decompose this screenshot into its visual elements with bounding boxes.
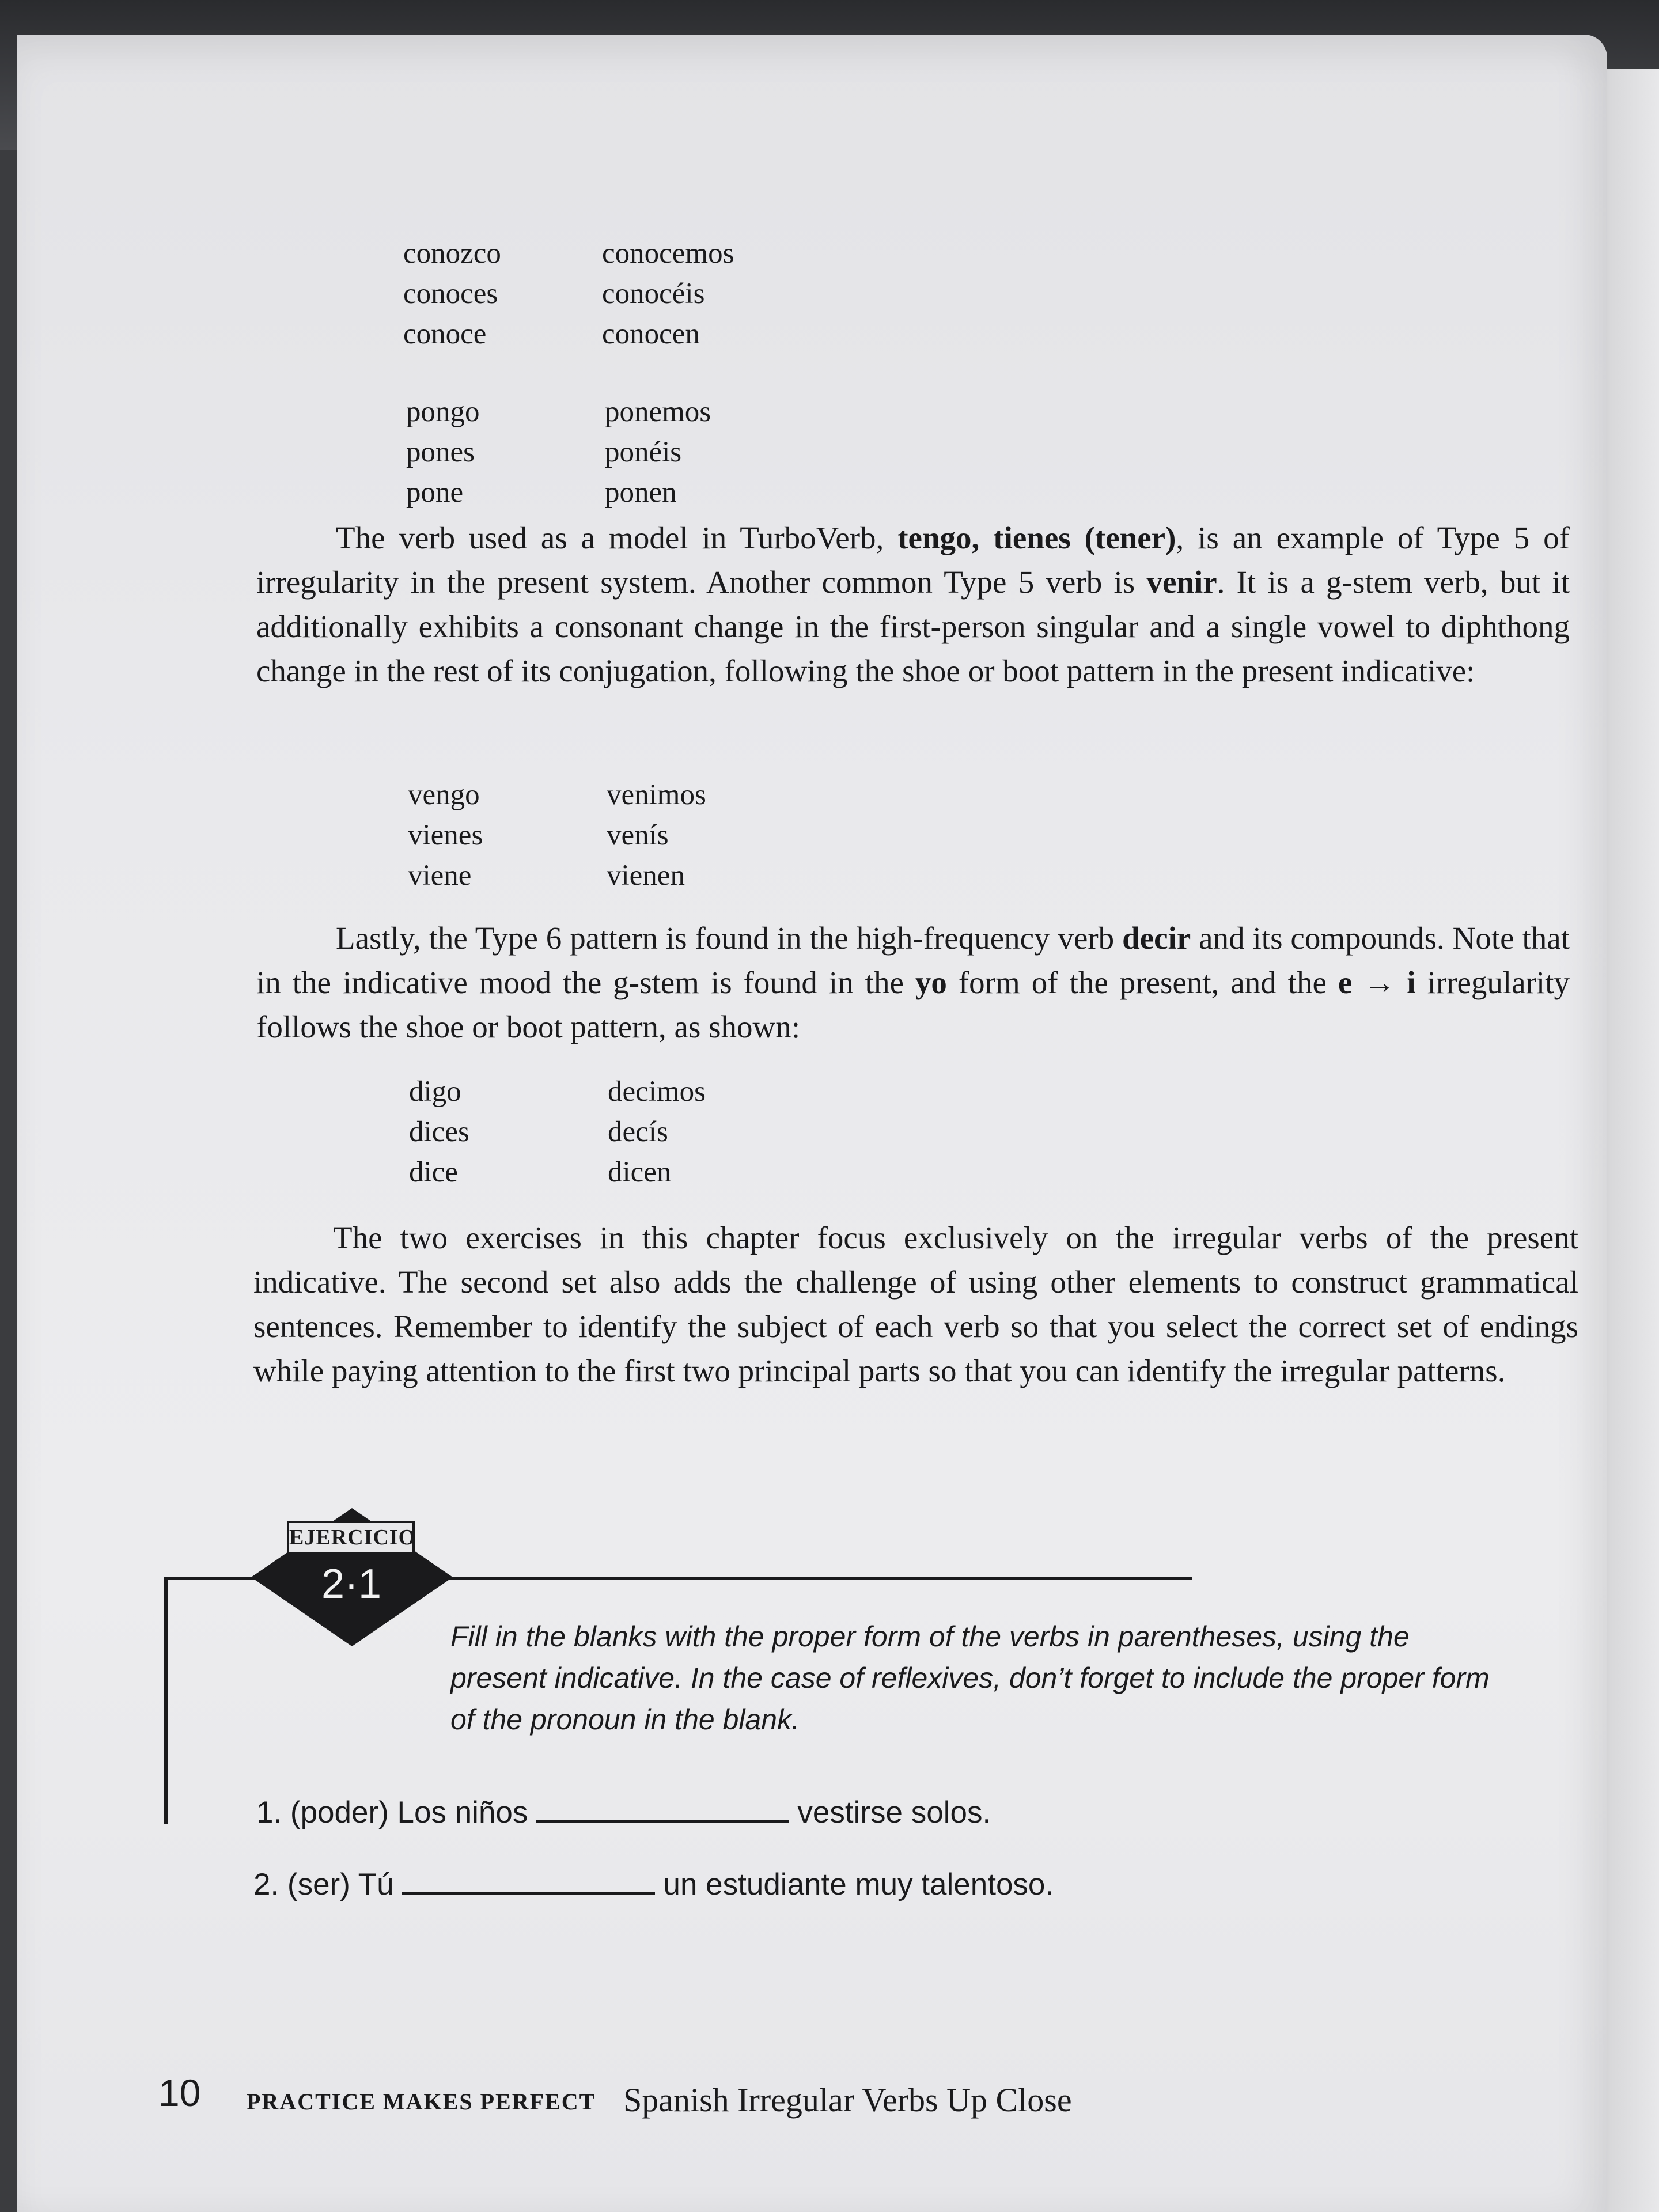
conjugation-row (403, 233, 734, 274)
conjugation-row (409, 1112, 706, 1152)
conjugation-row (408, 815, 706, 855)
series-title: PRACTICE MAKES PERFECT (247, 2089, 596, 2115)
singular-form: dice (409, 1156, 458, 1188)
bold-term: venir (1146, 565, 1217, 600)
conjugation-row (403, 274, 734, 314)
singular-form: conoces (403, 278, 498, 310)
paragraph-type6 (256, 916, 1570, 1049)
exercise-left-rule (164, 1577, 168, 1824)
text-run: form of the present, and the (946, 965, 1338, 1000)
singular-form: vengo (408, 779, 480, 811)
plural-form: ponemos (605, 396, 711, 428)
paragraph-exercises-intro (253, 1215, 1578, 1393)
text-run: and its compounds. Note that in the indicative mood the g-stem is found in the (256, 921, 1570, 1000)
text-run: The verb used as a model in TurboVerb, (336, 520, 898, 555)
singular-form: viene (408, 859, 472, 892)
bold-term: e → i (1338, 965, 1416, 1000)
conjugation-table-conocer (403, 233, 734, 354)
book-title: Spanish Irregular Verbs Up Close (623, 2081, 1072, 2119)
answer-blank[interactable] (536, 1795, 789, 1823)
conjugation-table-poner (406, 392, 711, 513)
page-number: 10 (158, 2071, 201, 2114)
bold-term: tengo, tienes (tener) (897, 520, 1176, 555)
conjugation-table-venir (408, 775, 706, 896)
exercise-number: 2·1 (321, 1561, 382, 1607)
singular-form: conozco (403, 237, 501, 270)
conjugation-row (409, 1152, 706, 1192)
singular-form: pone (406, 476, 464, 509)
plural-form: venimos (607, 779, 706, 811)
paragraph-type5 (256, 516, 1570, 693)
plural-form: ponen (605, 476, 677, 509)
exercise-instructions: Fill in the blanks with the proper form of the verbs in parentheses, using the present indicative. In the case of reflexives, don’t forget to include the proper form of the pronoun in the blank. (450, 1620, 1490, 1736)
text-run: Lastly, the Type 6 pattern is found in the high-frequency verb (336, 921, 1123, 956)
conjugation-row (406, 432, 711, 472)
plural-form: ponéis (605, 436, 682, 468)
item-prompt: 1. (poder) Los niños (256, 1796, 528, 1830)
item-continuation: un estudiante muy talentoso. (663, 1868, 1054, 1902)
plural-form: conocen (602, 318, 700, 350)
item-prompt: 2. (ser) Tú (253, 1868, 394, 1902)
singular-form: pongo (406, 396, 480, 428)
conjugation-table-decir (409, 1071, 706, 1192)
plural-form: decís (608, 1116, 668, 1148)
plural-form: venís (607, 819, 669, 851)
conjugation-row (406, 392, 711, 432)
plural-form: vienen (607, 859, 685, 892)
conjugation-row (408, 855, 706, 896)
plural-form: conocemos (602, 237, 734, 270)
text-run: , is an example of Type 5 of irregularity in the present system. Another common Type 5 verb is (256, 520, 1570, 600)
singular-form: digo (409, 1075, 461, 1108)
text-run: . It is a g-stem verb, but it additionally exhibits a consonant change in the first-person singular and a single vowel to diphthong change in the rest of its conjugation, following the shoe or boot pattern in the present indicative: (256, 565, 1570, 688)
singular-form: conoce (403, 318, 487, 350)
singular-form: dices (409, 1116, 469, 1148)
conjugation-row (406, 472, 711, 513)
plural-form: conocéis (602, 278, 705, 310)
singular-form: pones (406, 436, 475, 468)
answer-blank[interactable] (402, 1867, 655, 1895)
singular-form: vienes (408, 819, 483, 851)
exercise-item-2 (253, 1865, 1054, 1905)
text-run: The two exercises in this chapter focus exclusively on the irregular verbs of the present indicative. The second set also adds the challenge of using other elements to construct grammatical sentences. Remember to identify the subject of each verb so that you select the correct set of endings while paying attention to the first two principal parts so that you can identify the irregular patterns. (253, 1220, 1578, 1388)
exercise-label: EJERCICIO (287, 1521, 415, 1554)
item-continuation: vestirse solos. (797, 1796, 991, 1830)
exercise-item-1 (256, 1793, 991, 1833)
text-run: irregularity follows the shoe or boot pattern, as shown: (256, 965, 1570, 1044)
plural-form: decimos (608, 1075, 706, 1108)
plural-form: dicen (608, 1156, 672, 1188)
conjugation-row (408, 775, 706, 815)
conjugation-row (409, 1071, 706, 1112)
bold-term: decir (1122, 921, 1191, 956)
conjugation-row (403, 314, 734, 354)
bold-term: yo (915, 965, 947, 1000)
